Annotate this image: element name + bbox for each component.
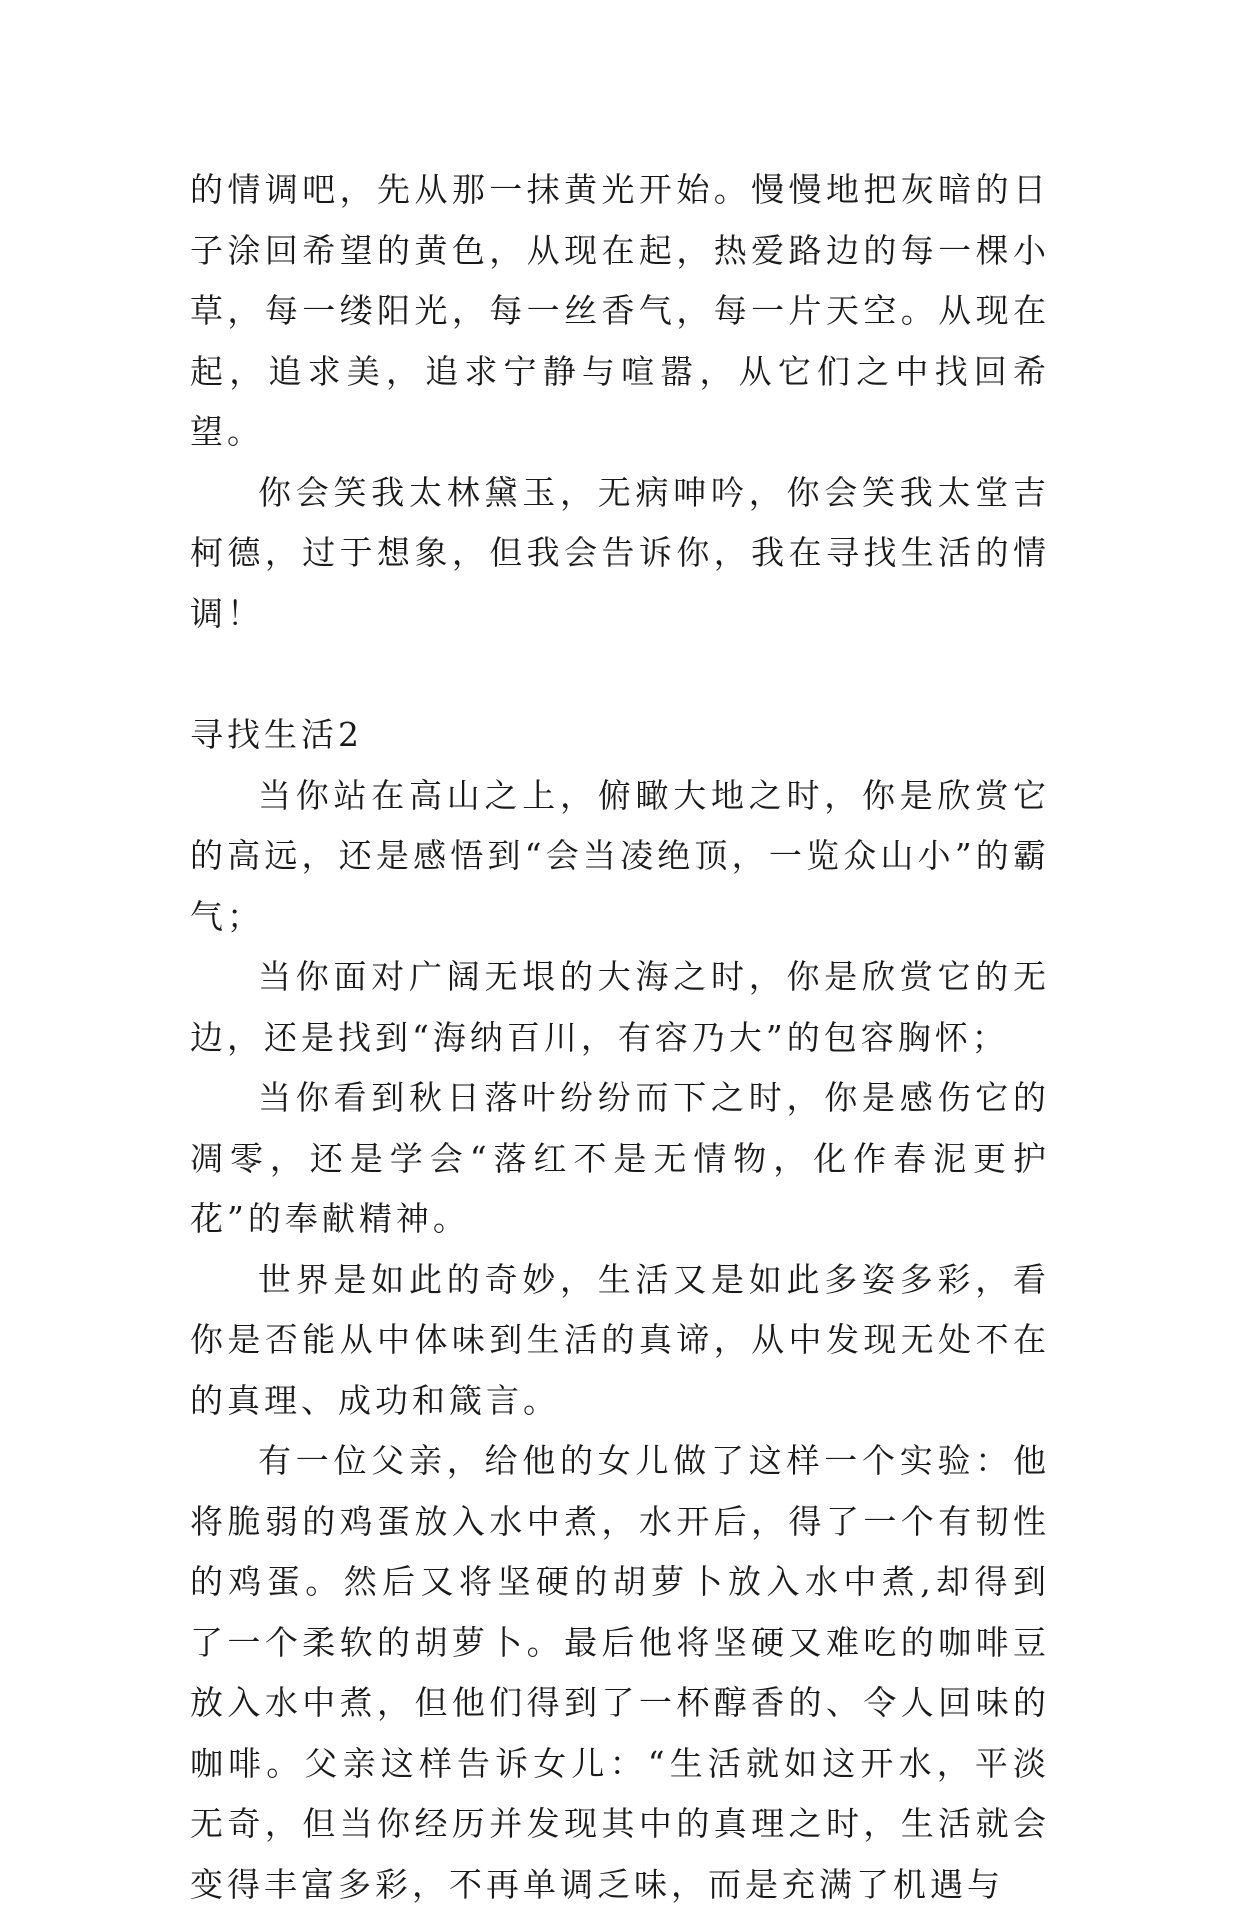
paragraph: 当你站在高山之上，俯瞰大地之时，你是欣赏它的高远，还是感悟到“会当凌绝顶，一览众山小”的霸气； xyxy=(190,775,1050,936)
paragraph: 有一位父亲，给他的女儿做了这样一个实验：他将脆弱的鸡蛋放入水中煮，水开后，得了一个有韧性的鸡蛋。然后又将坚硬的胡萝卜放入水中煮,却得到了一个柔软的胡萝卜。最后他将坚硬又难吃的咖啡豆放入水中煮，但他们得到了一杯醇香的、令人回味的咖啡。父亲这样告诉女儿：“生活就如这开水，平淡无奇，但当你经历并发现其中的真理之时，生活就会变得丰富多彩，不再单调乏味，而是充满了机遇与 xyxy=(190,1441,1050,1904)
paragraph: 当你看到秋日落叶纷纷而下之时，你是感伤它的凋零，还是学会“落红不是无情物，化作春泥更护花”的奉献精神。 xyxy=(190,1078,1050,1238)
document-body xyxy=(190,160,1050,1915)
paragraph: 你会笑我太林黛玉，无病呻吟，你会笑我太堂吉柯德，过于想象，但我会告诉你，我在寻找生活的情调！ xyxy=(190,472,1050,633)
section-title: 寻找生活2 xyxy=(190,715,363,754)
paragraph: 当你面对广阔无垠的大海之时，你是欣赏它的无边，还是找到“海纳百川，有容乃大”的包容胸怀； xyxy=(190,957,1050,1057)
paragraph: 的情调吧，先从那一抹黄光开始。慢慢地把灰暗的日子涂回希望的黄色，从现在起，热爱路边的每一棵小草，每一缕阳光，每一丝香气，每一片天空。从现在起，追求美，追求宁静与喧嚣，从它们之中找回希望。 xyxy=(190,170,1050,451)
paragraph: 世界是如此的奇妙，生活又是如此多姿多彩，看你是否能从中体味到生活的真谛，从中发现无处不在的真理、成功和箴言。 xyxy=(190,1259,1050,1420)
